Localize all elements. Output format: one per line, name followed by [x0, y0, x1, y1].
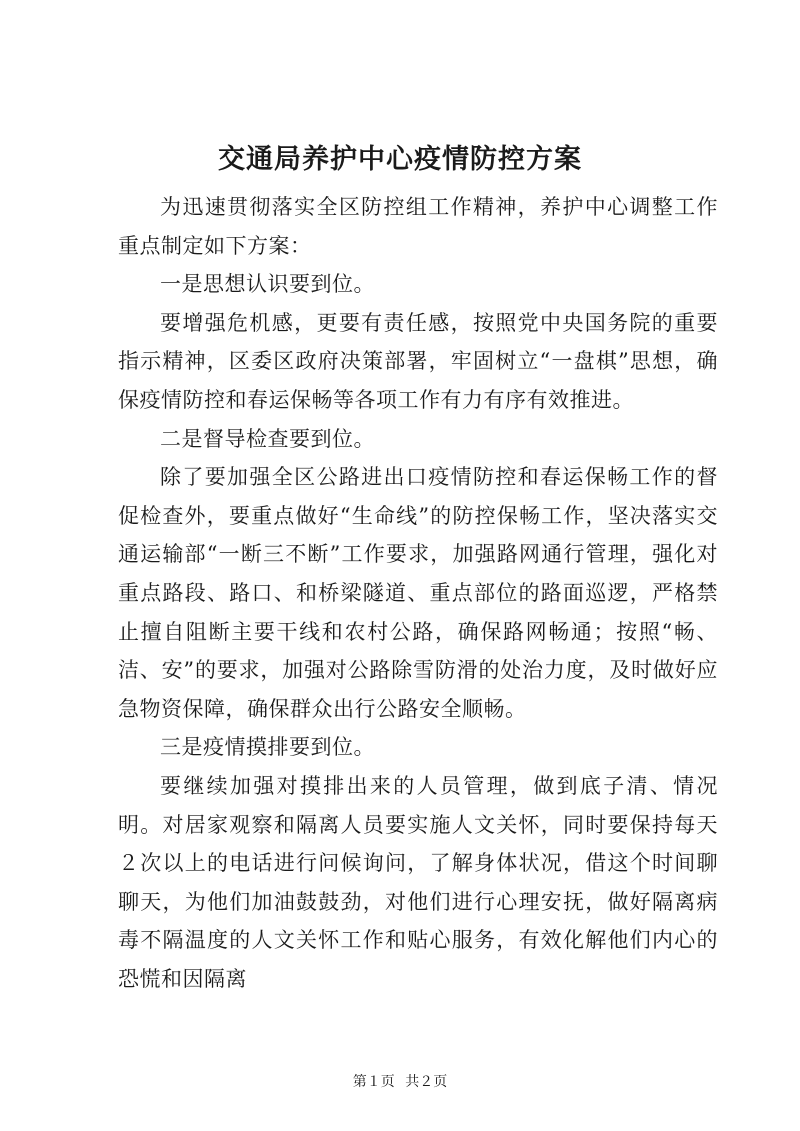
page-number: 第１页 — [352, 1074, 395, 1090]
page-total: 共２页 — [405, 1074, 448, 1090]
paragraph-point-1: 要增强危机感，更要有责任感，按照党中央国务院的重要指示精神，区委区政府决策部署，牢固树立“一盘棋”思想，确保疫情防控和春运保畅等各项工作有力有序有效推进。 — [118, 310, 718, 412]
heading-point-3: 三是疫情摸排要到位。 — [160, 735, 375, 760]
heading-point-2: 二是督导检查要到位。 — [160, 426, 375, 451]
paragraph-point-2: 除了要加强全区公路进出口疫情防控和春运保畅工作的督促检查外，要重点做好“生命线”的防控保畅工作，坚决落实交通运输部“一断三不断”工作要求，加强路网通行管理，强化对重点路段、路口、和桥梁隧道、重点部位的路面巡逻，严格禁止擅自阻断主要干线和农村公路，确保路网畅通；按照“畅、洁、安”的要求，加强对公路除雪防滑的处治力度，及时做好应急物资保障，确保群众出行公路安全顺畅。 — [118, 465, 718, 721]
page-footer — [0, 1072, 800, 1092]
paragraph-point-3: 要继续加强对摸排出来的人员管理，做到底子清、情况明。对居家观察和隔离人员要实施人文关怀，同时要保持每天２次以上的电话进行问候询问，了解身体状况，借这个时间聊聊天，为他们加油鼓鼓劲，对他们进行心理安抚，做好隔离病毒不隔温度的人文关怀工作和贴心服务，有效化解他们内心的恐慌和因隔离 — [118, 773, 718, 991]
document-body — [118, 188, 718, 998]
heading-point-1: 一是思想认识要到位。 — [160, 272, 375, 297]
paragraph-intro: 为迅速贯彻落实全区防控组工作精神，养护中心调整工作重点制定如下方案： — [118, 195, 718, 258]
document-title: 交通局养护中心疫情防控方案 — [218, 144, 582, 175]
